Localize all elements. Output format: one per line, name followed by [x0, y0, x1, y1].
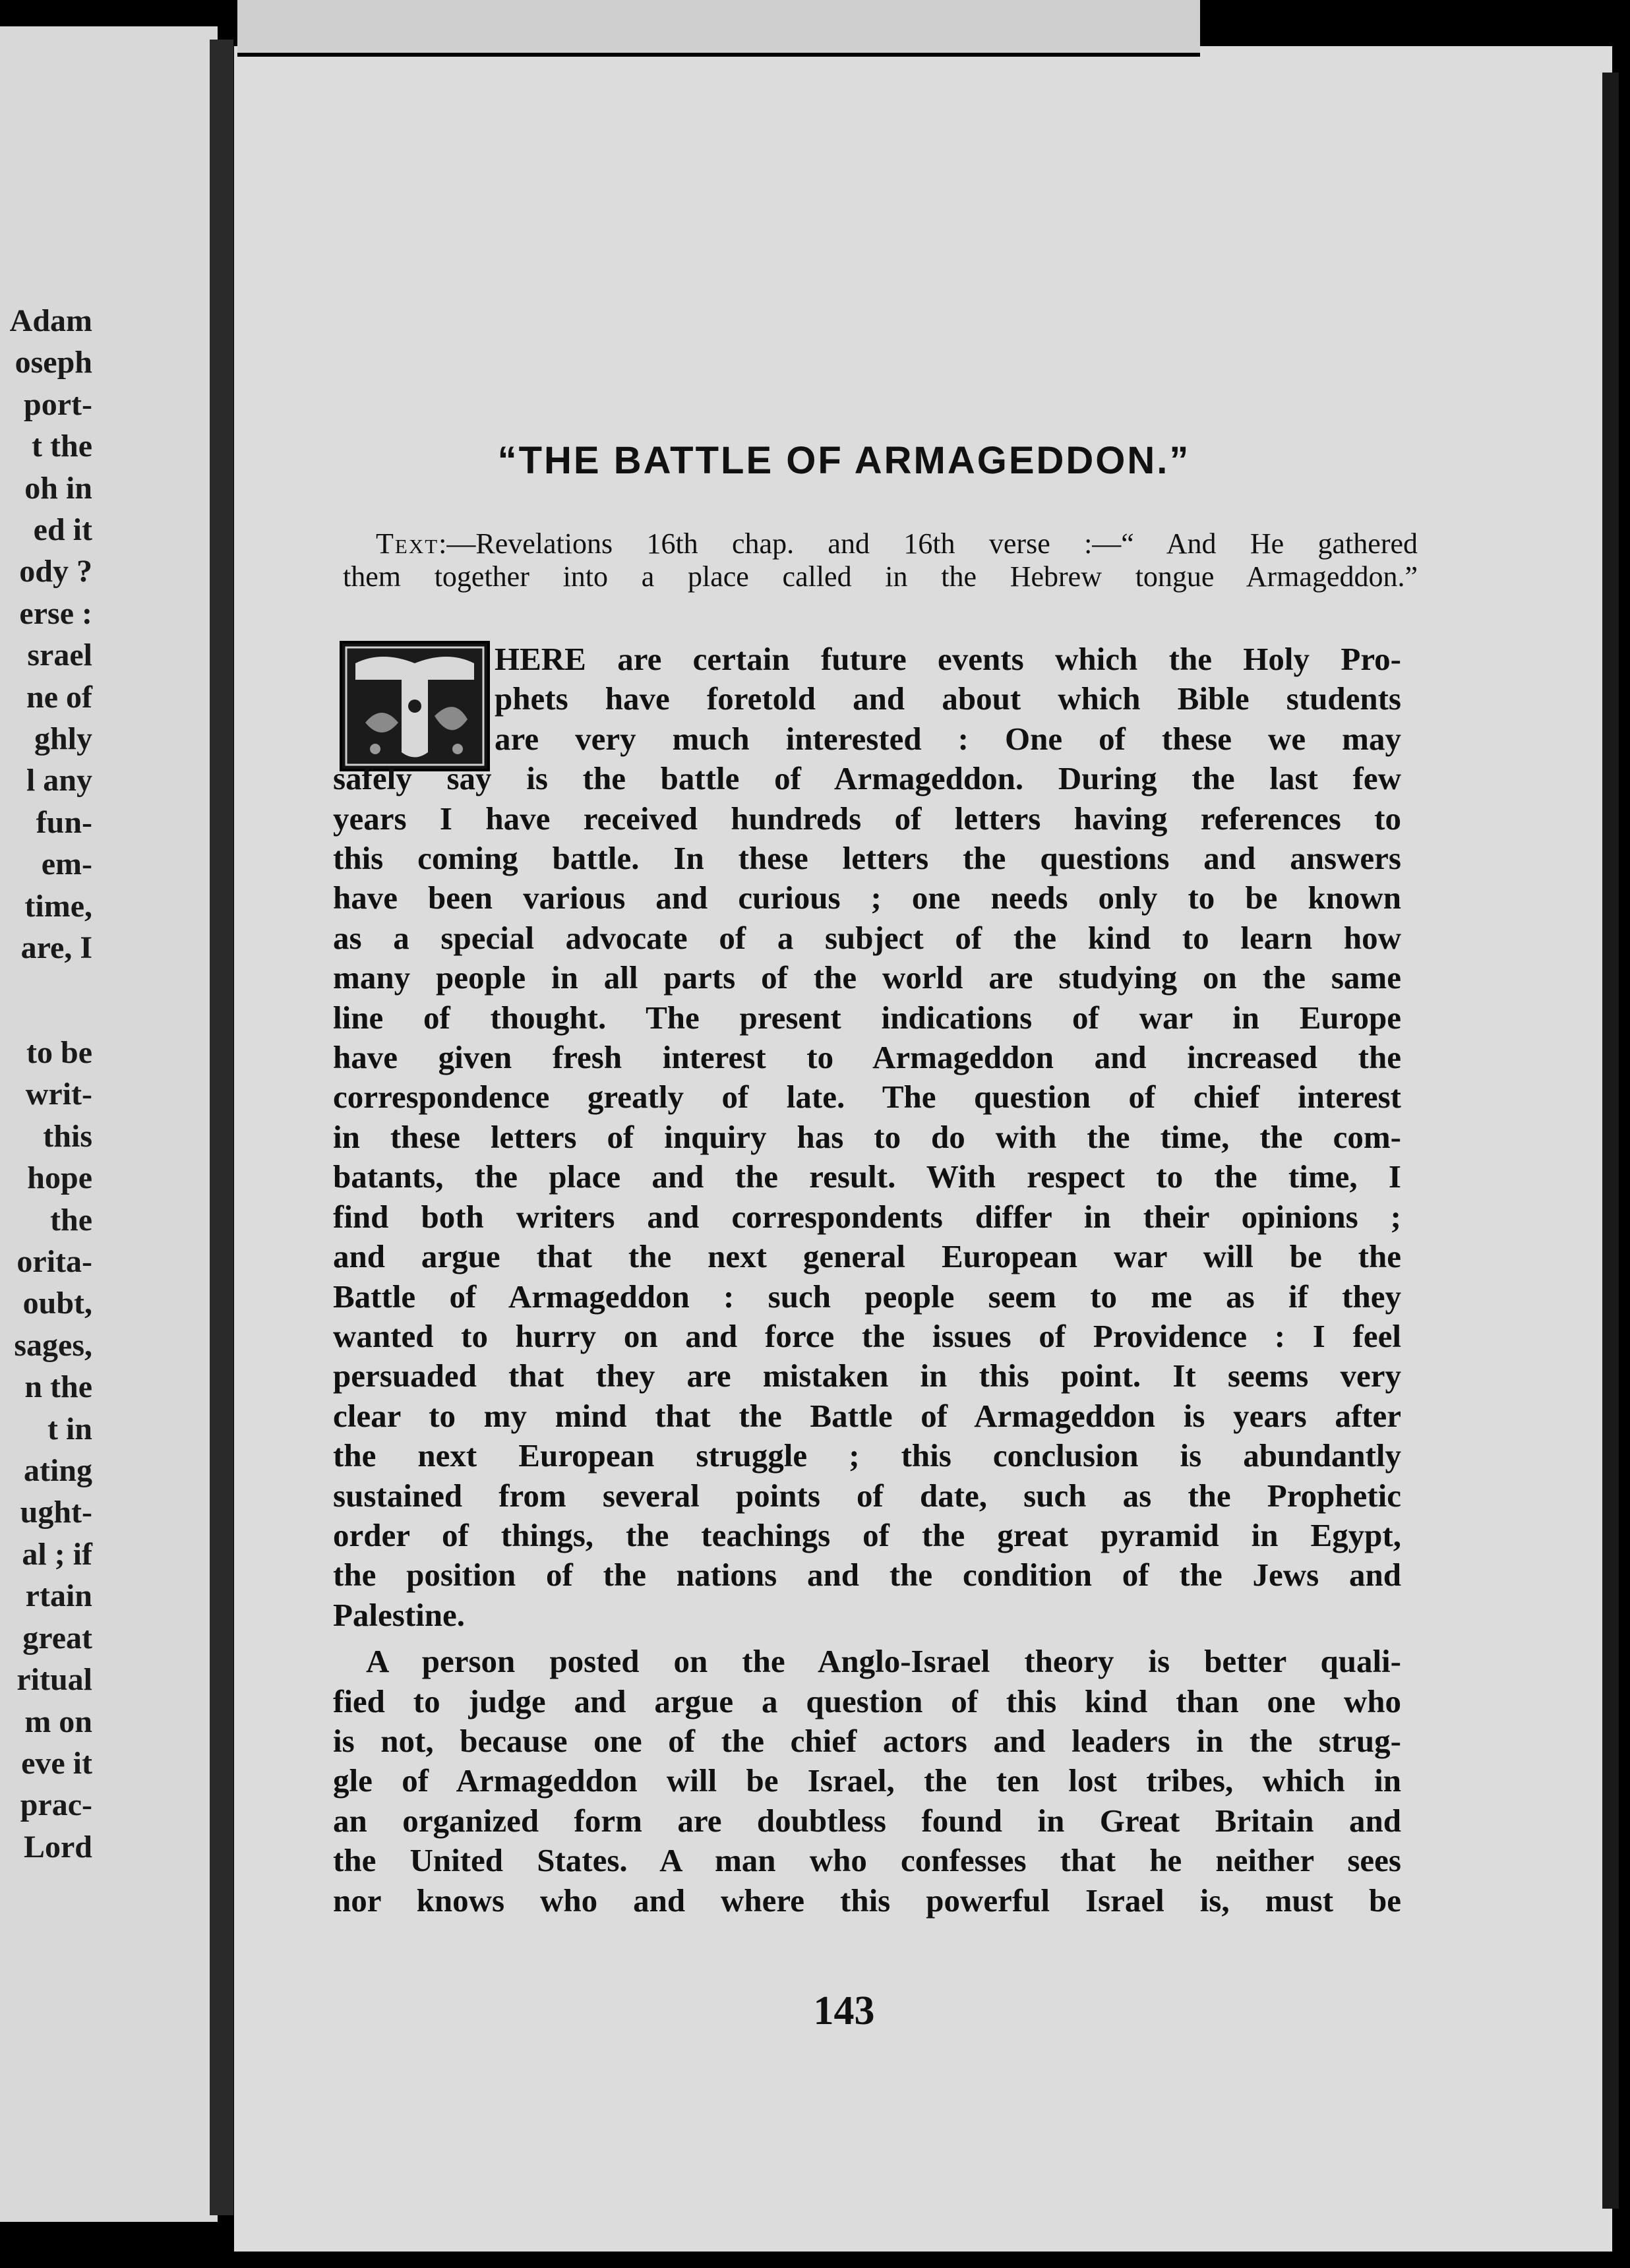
- previous-page-text-line: oubt,: [22, 1286, 92, 1321]
- body-text-line: gle of Armageddon will be Israel, the ten lost tribes, which in: [333, 1762, 1401, 1799]
- previous-page-text-line: great: [22, 1620, 92, 1656]
- previous-page-text-line: ught-: [20, 1495, 92, 1530]
- body-text-line: safely say is the battle of Armageddon. During the last few: [333, 760, 1401, 797]
- body-text-line: fied to judge and argue a question of this kind than one who: [333, 1683, 1401, 1719]
- body-text-line: are very much interested : One of these we may: [495, 720, 1401, 757]
- body-text: [333, 640, 1401, 1921]
- body-text-line: find both writers and correspondents differ in their opinions ;: [333, 1198, 1401, 1235]
- previous-page-text-line: time,: [24, 888, 92, 924]
- previous-page-text-line: ghly: [34, 721, 92, 757]
- body-text-line: many people in all parts of the world are studying on the same: [333, 959, 1401, 996]
- body-text-line: phets have foretold and about which Bible students: [495, 680, 1401, 717]
- body-text-line: this coming battle. In these letters the questions and answers: [333, 840, 1401, 877]
- previous-page-text-line: l any: [26, 763, 92, 798]
- body-text-line: have given fresh interest to Armageddon and increased the: [333, 1039, 1401, 1076]
- previous-page-text-line: n the: [24, 1369, 92, 1405]
- body-text-line: correspondence greatly of late. The question of chief interest: [333, 1079, 1401, 1116]
- body-text-line: persuaded that they are mistaken in this point. It seems very: [333, 1358, 1401, 1394]
- body-text-line: Battle of Armageddon : such people seem to me as if they: [333, 1278, 1401, 1315]
- body-text-line: sustained from several points of date, such as the Prophetic: [333, 1477, 1401, 1514]
- body-text-line: have been various and curious ; one needs only to be known: [333, 880, 1401, 916]
- body-text-line: HERE are certain future events which the Holy Pro-: [495, 641, 1401, 677]
- previous-page-text-bottom: [0, 1032, 92, 1868]
- previous-page-text-line: are, I: [20, 930, 92, 966]
- previous-page-text-line: oh in: [24, 470, 92, 506]
- previous-page-text-line: ody ?: [19, 554, 92, 589]
- previous-page-edge: [0, 26, 218, 2222]
- page-top-edge: [237, 0, 1200, 57]
- book-gutter: [210, 40, 233, 2215]
- scripture-line-1: [343, 527, 1418, 560]
- body-text-line: line of thought. The present indications of war in Europe: [333, 999, 1401, 1036]
- body-text-line: batants, the place and the result. With respect to the time, I: [333, 1158, 1401, 1195]
- body-text-line: in these letters of inquiry has to do with the time, the com-: [333, 1118, 1401, 1155]
- body-text-line: wanted to hurry on and force the issues of Providence : I feel: [333, 1317, 1401, 1354]
- previous-page-text-line: ritual: [16, 1662, 92, 1698]
- previous-page-text-line: this: [43, 1118, 92, 1154]
- previous-page-text-line: srael: [27, 638, 92, 673]
- previous-page-text-line: rtain: [25, 1578, 92, 1614]
- previous-page-text-line: ne of: [26, 679, 92, 715]
- body-text-line: and argue that the next general European war will be the: [333, 1238, 1401, 1275]
- previous-page-text-line: t the: [32, 429, 92, 464]
- previous-page-text-line: al ; if: [22, 1536, 92, 1572]
- body-text-line: the next European struggle ; this conclusion is abundantly: [333, 1437, 1401, 1474]
- page-right-edge: [1602, 73, 1619, 2209]
- body-text-line: years I have received hundreds of letters having references to: [333, 800, 1401, 837]
- previous-page-text-line: eve it: [21, 1745, 92, 1781]
- previous-page-text-line: m on: [24, 1704, 92, 1739]
- body-text-line: nor knows who and where this powerful Israel is, must be: [333, 1882, 1401, 1919]
- previous-page-text-line: Adam: [9, 303, 92, 338]
- previous-page-text-line: sages,: [14, 1327, 92, 1363]
- previous-page-text-line: hope: [27, 1160, 92, 1196]
- previous-page-text-top: [0, 300, 92, 969]
- page-number: 143: [813, 1988, 875, 2033]
- previous-page-text-line: prac-: [20, 1787, 92, 1823]
- previous-page-text-line: Lord: [23, 1829, 92, 1865]
- scripture-reference: :—Revelations 16th chap. and 16th verse :—“ And He gathered: [438, 527, 1418, 560]
- scripture-line-2: them together into a place called in the Hebrew tongue Armageddon.”: [343, 560, 1418, 593]
- previous-page-text-line: t in: [47, 1411, 92, 1447]
- body-text-line: an organized form are doubtless found in Great Britain and: [333, 1802, 1401, 1839]
- body-text-line: as a special advocate of a subject of the kind to learn how: [333, 919, 1401, 956]
- previous-page-text-line: orita-: [16, 1244, 92, 1280]
- previous-page-text-line: em-: [41, 847, 92, 882]
- previous-page-text-line: port-: [24, 386, 92, 422]
- body-text-line: order of things, the teachings of the great pyramid in Egypt,: [333, 1516, 1401, 1553]
- body-text-line: A person posted on the Anglo-Israel theory is better quali-: [366, 1643, 1401, 1680]
- body-text-line: clear to my mind that the Battle of Armageddon is years after: [333, 1397, 1401, 1434]
- chapter-title: “THE BATTLE OF ARMAGEDDON.”: [497, 439, 1191, 482]
- previous-page-text-line: the: [50, 1202, 92, 1238]
- body-text-line: the United States. A man who confesses that he neither sees: [333, 1842, 1401, 1879]
- body-text-line: is not, because one of the chief actors and leaders in the strug-: [333, 1722, 1401, 1759]
- previous-page-text-line: writ-: [25, 1077, 92, 1112]
- previous-page-text-line: fun-: [36, 804, 92, 840]
- scripture-text: [343, 527, 1418, 593]
- text-label: Text: [376, 527, 439, 560]
- body-text-line: the position of the nations and the condition of the Jews and: [333, 1557, 1401, 1594]
- previous-page-text-line: ed it: [33, 512, 92, 548]
- previous-page-text-line: ating: [23, 1453, 92, 1489]
- previous-page-text-line: to be: [26, 1035, 92, 1070]
- body-text-line: Palestine.: [333, 1596, 466, 1633]
- previous-page-text-line: erse :: [19, 595, 92, 631]
- previous-page-text-line: oseph: [15, 345, 92, 380]
